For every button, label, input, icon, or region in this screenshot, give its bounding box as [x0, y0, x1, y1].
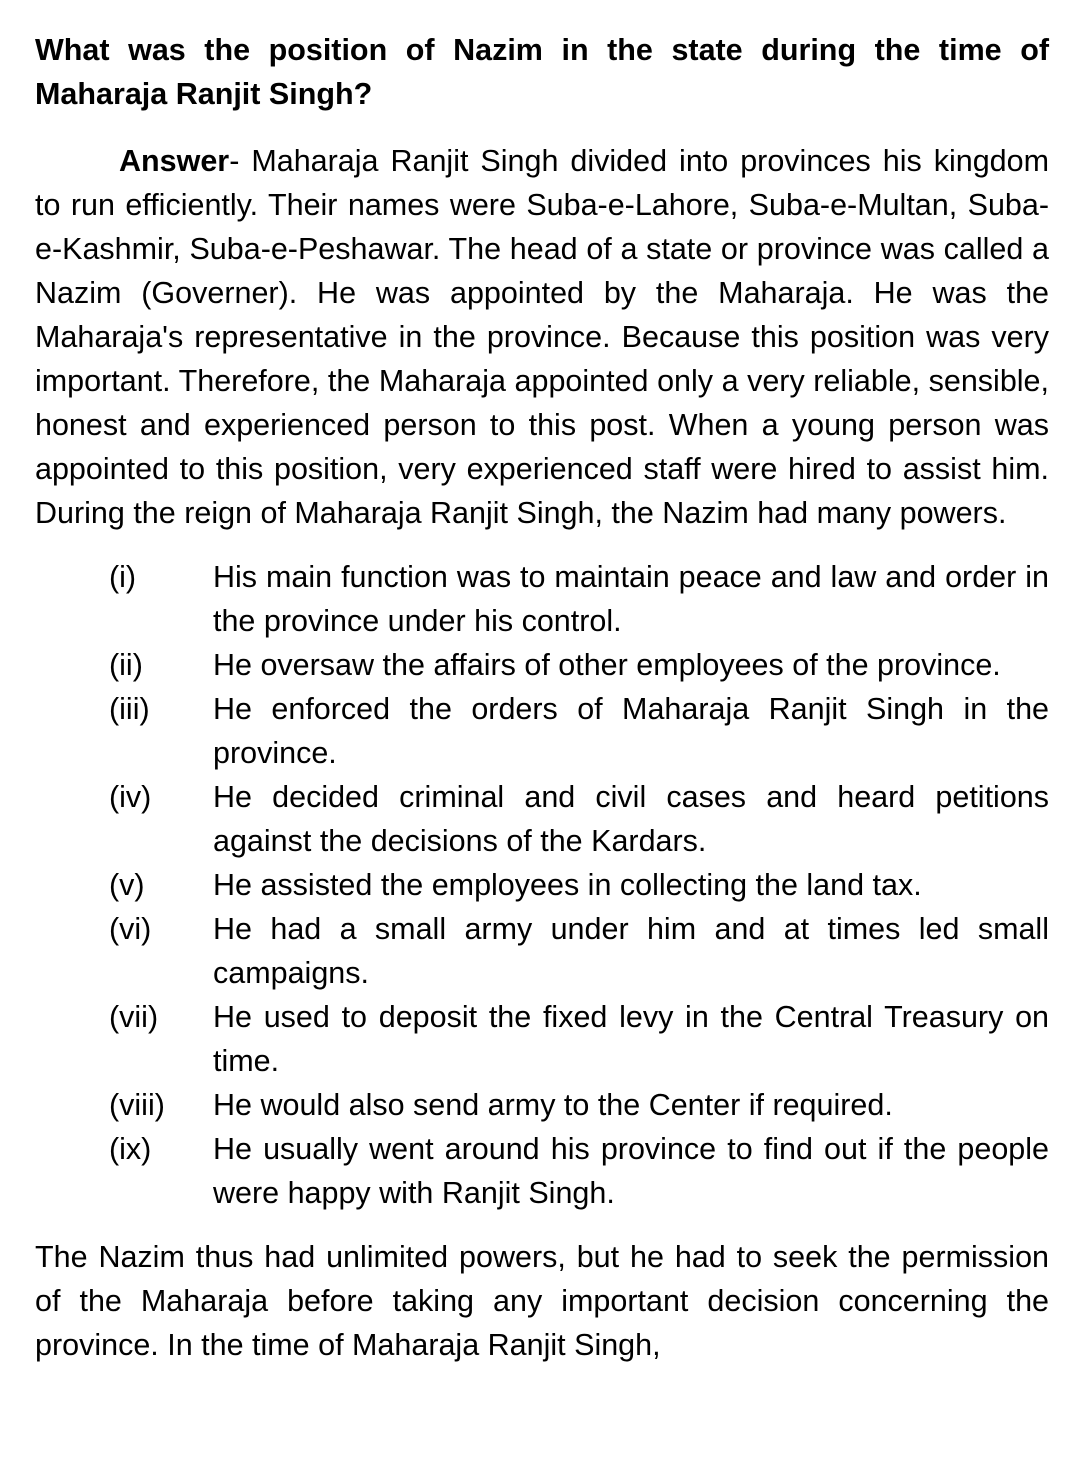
list-item-number: (i) [109, 560, 137, 594]
list-item-number: (vi) [109, 912, 152, 946]
list-item [35, 775, 1049, 863]
nazim-powers-list [35, 555, 1049, 1215]
list-item [35, 1083, 1049, 1127]
list-item-number: (v) [109, 868, 145, 902]
closing-paragraph: The Nazim thus had unlimited powers, but he had to seek the permission of the Maharaja before taking any important decision concerning the province. In the time of Maharaja Ranjit Singh, [35, 1240, 1049, 1362]
list-item-number: (viii) [109, 1088, 165, 1122]
list-item [35, 863, 1049, 907]
list-item-text: He oversaw the affairs of other employees of the province. [213, 648, 1001, 682]
list-item-number: (iii) [109, 692, 150, 726]
list-item-text: He would also send army to the Center if required. [213, 1088, 893, 1122]
list-item [35, 995, 1049, 1083]
list-item [35, 907, 1049, 995]
list-item-number: (ii) [109, 648, 143, 682]
list-item-text: He enforced the orders of Maharaja Ranjit Singh in the province. [213, 692, 1049, 770]
list-item-text: He decided criminal and civil cases and heard petitions against the decisions of the Kardars. [213, 780, 1049, 858]
answer-label: Answer [119, 144, 230, 178]
list-item-number: (vii) [109, 1000, 159, 1034]
list-item-text: He used to deposit the fixed levy in the Central Treasury on time. [213, 1000, 1049, 1078]
list-item [35, 643, 1049, 687]
list-item [35, 1127, 1049, 1215]
list-item-number: (iv) [109, 780, 152, 814]
answer-paragraph [35, 139, 1049, 535]
document-page [35, 28, 1049, 1367]
list-item [35, 687, 1049, 775]
list-item-number: (ix) [109, 1132, 152, 1166]
answer-text: - Maharaja Ranjit Singh divided into provinces his kingdom to run efficiently. Their names were Suba-e-Lahore, Suba-e-Multan, Suba-e-Kashmir, Suba-e-Peshawar. The head of a state or province was called a Nazim (Governer). He was appointed by the Maharaja. He was the Maharaja's representative in the province. Because this position was very important. Therefore, the Maharaja appointed only a very reliable, sensible, honest and experienced person to this post. When a young person was appointed to this position, very experienced staff were hired to assist him. During the reign of Maharaja Ranjit Singh, the Nazim had many powers. [35, 144, 1049, 530]
list-item-text: His main function was to maintain peace and law and order in the province under his control. [213, 560, 1049, 638]
list-item-text: He usually went around his province to find out if the people were happy with Ranjit Singh. [213, 1132, 1049, 1210]
list-item [35, 555, 1049, 643]
list-item-text: He had a small army under him and at times led small campaigns. [213, 912, 1049, 990]
question-heading: What was the position of Nazim in the state during the time of Maharaja Ranjit Singh? [35, 33, 1049, 111]
list-item-text: He assisted the employees in collecting the land tax. [213, 868, 922, 902]
